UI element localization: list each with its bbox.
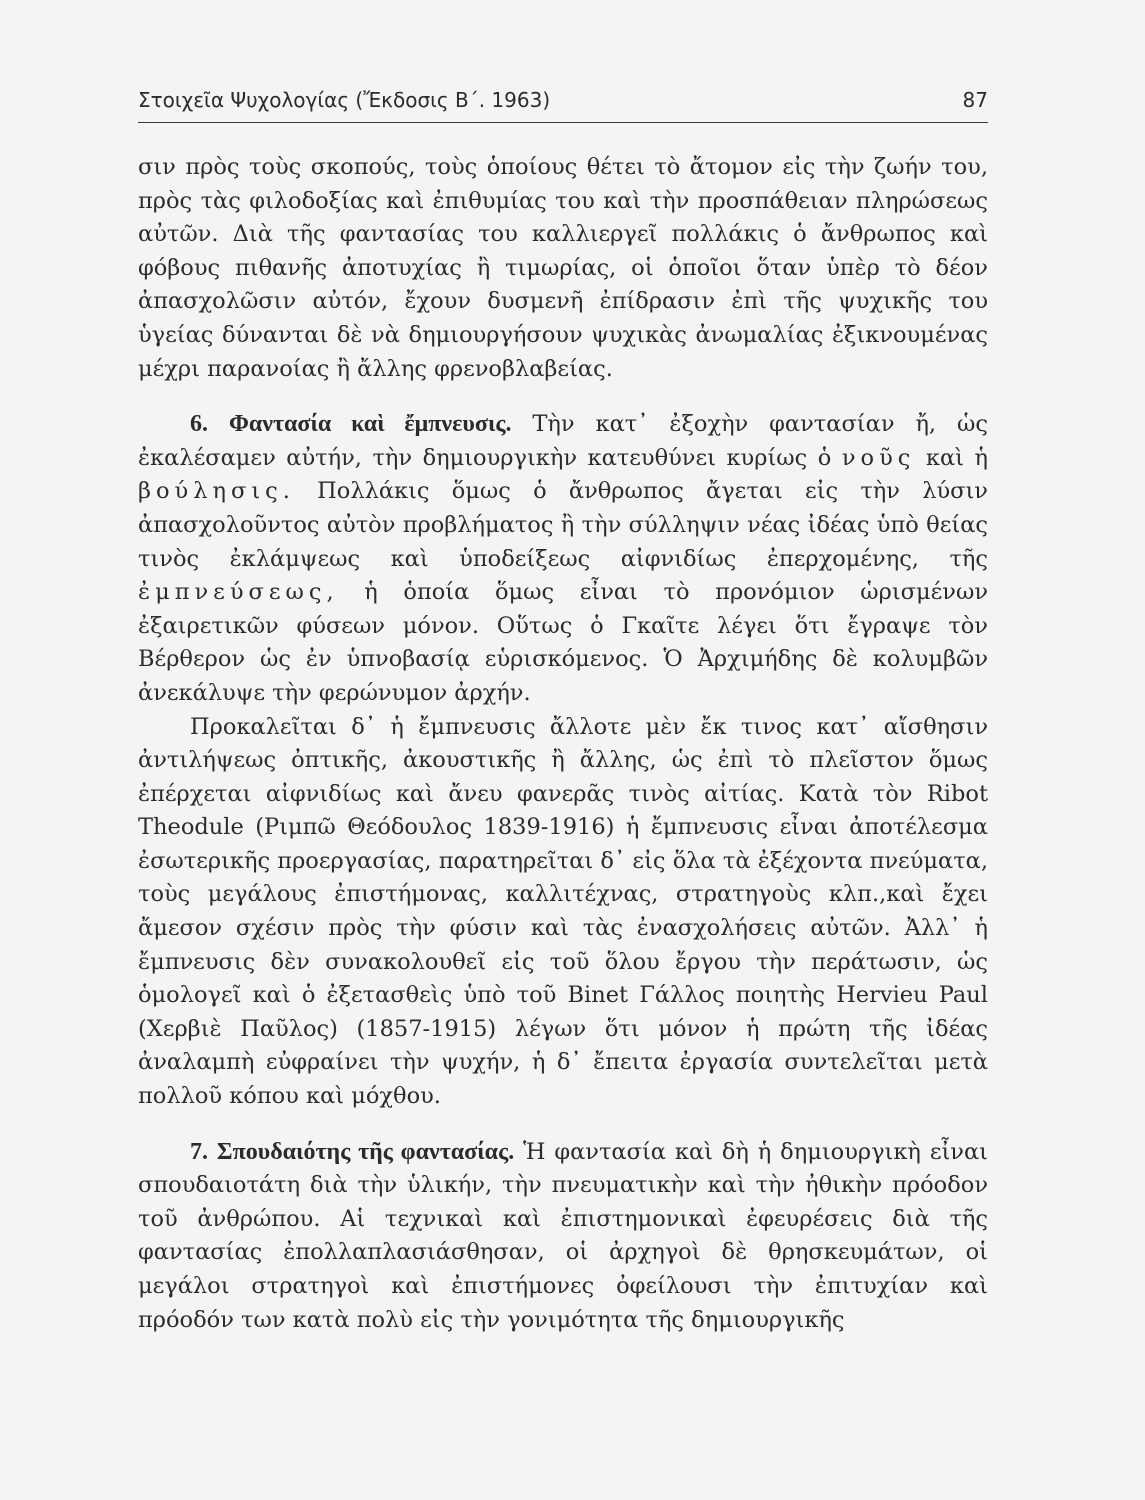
section-6-text-a: Τὴν κατ᾽ ἐξοχὴν φαντασίαν ἤ, ὡς ἐκαλέσαμεν αὐτήν, τὴν δημιουργικὴν κατευθύνει κυρίως ὁ [138, 411, 988, 471]
section-6-text-b: καὶ ἡ [925, 444, 989, 471]
book-page [138, 88, 988, 1337]
section-6-text-c: Πολλάκις ὅμως ὁ ἄνθρωπος ἄγεται εἰς τὴν λύσιν ἀπασχολοῦντος αὐτὸν προβλήματος ἢ τὴν σύλληψιν νέας ἰδέας ὑπὸ θείας τινὸς ἐκλάμψεως καὶ ὑποδείξεως αἰφνιδίως ἐπερχομένης, τῆς [138, 478, 988, 572]
term-boulesis: βούλησις. [138, 478, 295, 505]
running-title: Στοιχεῖα Ψυχολογίας (Ἔκδοσις Β΄. 1963) [138, 88, 551, 112]
section-6-title: Φαντασία καὶ ἔμπνευσις. [228, 411, 512, 438]
section-7-title: Σπουδαιότης τῆς φαντασίας. [216, 1138, 515, 1165]
section-7-paragraph [138, 1136, 988, 1338]
section-6-text-d: ἡ ὁποία ὅμως εἶναι τὸ προνόμιον ὡρισμένων ἐξαιρετικῶν φύσεων μόνον. Οὕτως ὁ Γκαῖτε λέγει ὅτι ἔγραψε τὸν Βέρθερον ὡς ἐν ὑπνοβασίᾳ εὑρισκόμενος. Ὁ Ἀρχιμήδης δὲ κολυμβῶν ἀνεκάλυψε τὴν φερώνυμον ἀρχήν. [138, 579, 989, 706]
section-6-number: 6. [190, 411, 208, 438]
term-empneusis: ἐμπνεύσεως, [138, 579, 339, 606]
section-6-paragraph [138, 408, 988, 710]
paragraph-continuation: σιν πρὸς τοὺς σκοπούς, τοὺς ὁποίους θέτει τὸ ἄτομον εἰς τὴν ζωήν του, πρὸς τὰς φιλοδοξίας καὶ ἐπιθυμίας του καὶ τὴν προσπάθειαν πληρώσεως αὐτῶν. Διὰ τῆς φαντασίας του καλλιεργεῖ πολλάκις ὁ ἄνθρωπος καὶ φόβους πιθανῆς ἀποτυχίας ἢ τιμωρίας, οἱ ὁποῖοι ὅταν ὑπὲρ τὸ δέον ἀπασχολῶσιν αὐτόν, ἔχουν δυσμενῆ ἐπίδρασιν ἐπὶ τῆς ψυχικῆς του ὑγείας δύνανται δὲ νὰ δημιουργήσουν ψυχικὰς ἀνωμαλίας ἐξικνουμένας μέχρι παρανοίας ἢ ἄλλης φρενοβλαβείας. [138, 154, 988, 382]
page-number: 87 [962, 88, 988, 112]
paragraph-inspiration: Προκαλεῖται δ᾽ ἡ ἔμπνευσις ἄλλοτε μὲν ἔκ τινος κατ᾽ αἴσθησιν ἀντιλήψεως ὀπτικῆς, ἀκουστικῆς ἢ ἄλλης, ὡς ἐπὶ τὸ πλεῖστον ὅμως ἐπέρχεται αἰφνιδίως καὶ ἄνευ φανερᾶς τινὸς αἰτίας. Κατὰ τὸν Ribot Theodule (Ριμπῶ Θεόδουλος 1839-1916) ἡ ἔμπνευσις εἶναι ἀποτέλεσμα ἐσωτερικῆς προεργασίας, παρατηρεῖται δ᾽ εἰς ὅλα τὰ ἐξέχοντα πνεύματα, τοὺς μεγάλους ἐπιστήμονας, καλλιτέχνας, στρατηγοὺς κλπ.,καὶ ἔχει ἄμεσον σχέσιν πρὸς τὴν φύσιν καὶ τὰς ἐνασχολήσεις αὐτῶν. Ἀλλ᾽ ἡ ἔμπνευσις δὲν συνακολουθεῖ εἰς τοῦ ὅλου ἔργου τὴν περάτωσιν, ὡς ὁμολογεῖ καὶ ὁ ἐξετασθεὶς ὑπὸ τοῦ Binet Γάλλος ποιητὴς Hervieu Paul (Χερβιὲ Παῦλος) (1857-1915) λέγων ὅτι μόνον ἡ πρώτη τῆς ἰδέας ἀναλαμπὴ εὐφραίνει τὴν ψυχήν, ἡ δ᾽ ἔπειτα ἐργασία συντελεῖται μετὰ πολλοῦ κόπου καὶ μόχθου. [138, 713, 988, 1110]
section-7-text: Ἡ φαντασία καὶ δὴ ἡ δημιουργικὴ εἶναι σπουδαιοτάτη διὰ τὴν ὑλικήν, τὴν πνευματικὴν καὶ τὴν ἠθικὴν πρόοδον τοῦ ἀνθρώπου. Αἱ τεχνικαὶ καὶ ἐπιστημονικαὶ ἐφευρέσεις διὰ τῆς φαντασίας ἐπολλαπλασιάσθησαν, οἱ ἀρχηγοὶ δὲ θρησκευμάτων, οἱ μεγάλοι στρατηγοὶ καὶ ἐπιστήμονες ὀφείλουσι τὴν ἐπιτυχίαν καὶ πρόοδόν των κατὰ πολὺ εἰς τὴν γονιμότητα τῆς δημιουργικῆς [138, 1138, 988, 1333]
running-header [138, 88, 988, 123]
section-7-number: 7. [190, 1138, 208, 1165]
body-text [138, 151, 988, 1337]
term-nous: νοῦς [841, 444, 916, 471]
